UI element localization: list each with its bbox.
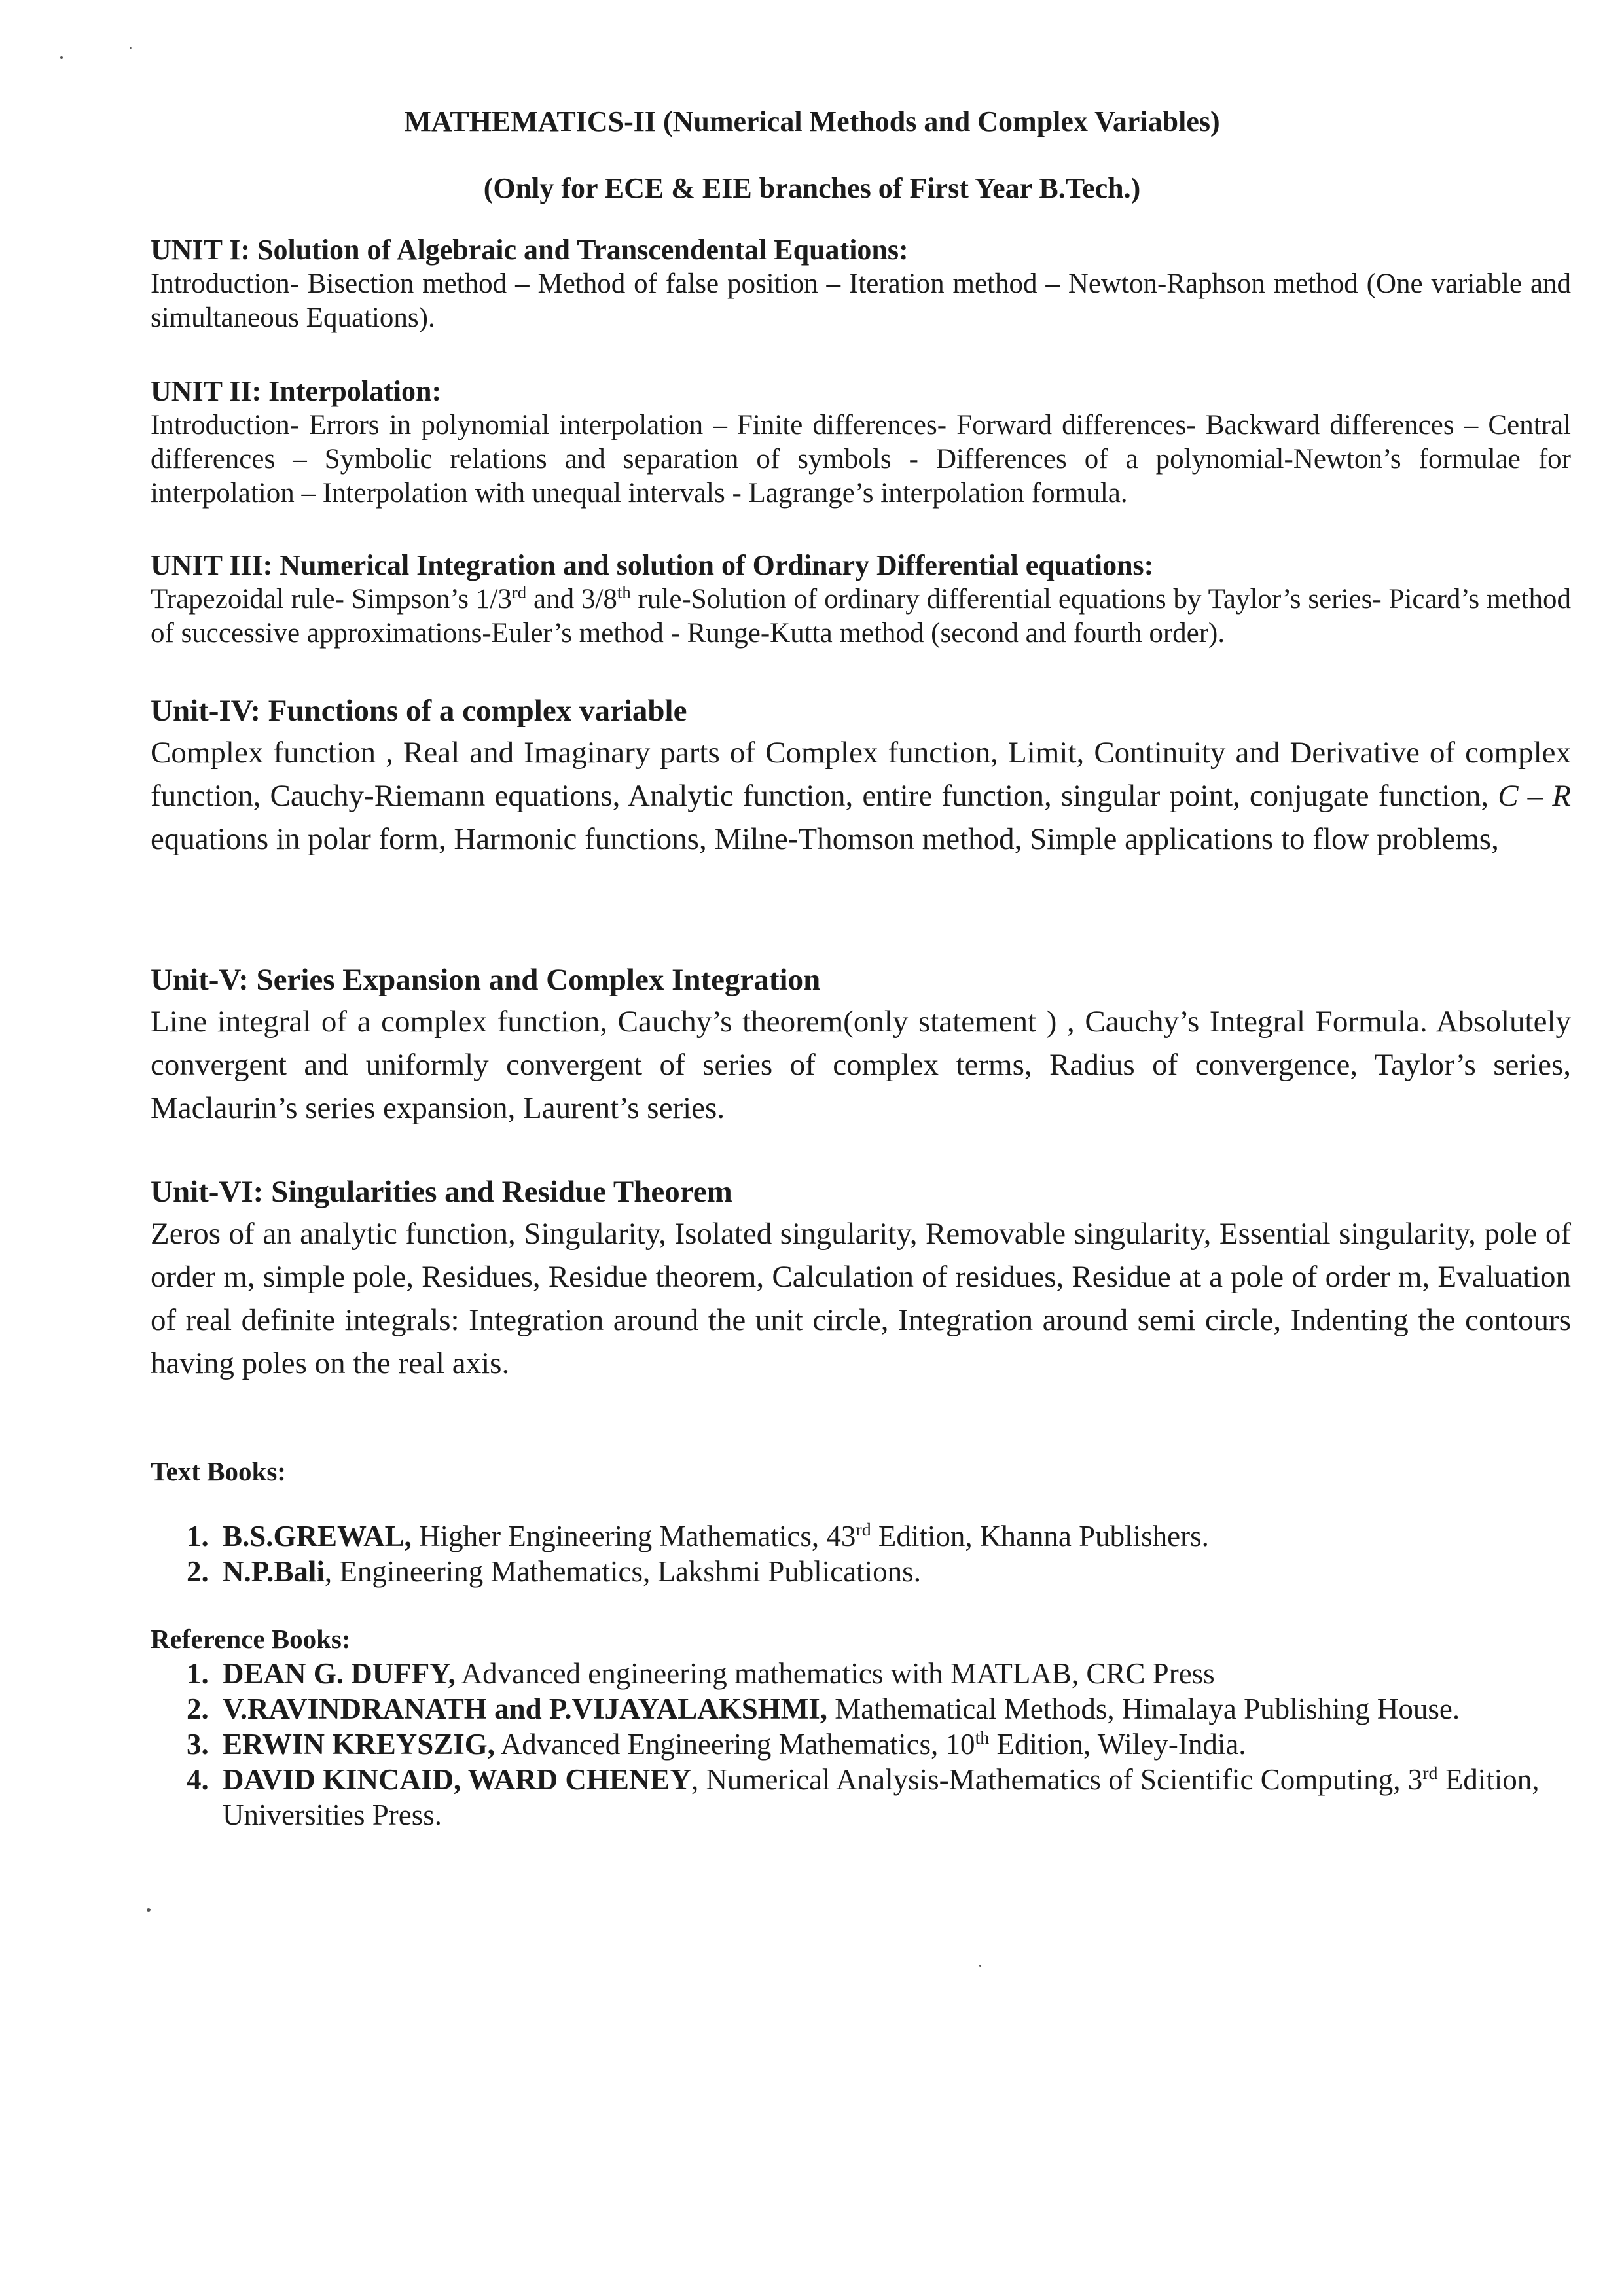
reference-books-section — [151, 1622, 1571, 1833]
unit-2-heading: UNIT II: Interpolation: — [151, 375, 442, 407]
unit-6-section — [151, 1172, 1571, 1385]
unit-1-text: Introduction- Bisection method – Method of false position – Iteration method – Newton-Raphson method (One variable and simultaneous Equations). — [151, 268, 1571, 333]
text-books-section — [151, 1454, 1571, 1589]
unit-5-section — [151, 960, 1571, 1130]
unit-1-section — [151, 233, 1571, 335]
scan-speck — [60, 56, 63, 59]
scan-speck — [979, 1965, 981, 1967]
reference-books-list — [151, 1656, 1571, 1833]
unit-4-section — [151, 691, 1571, 861]
unit-4-heading: Unit-IV: Functions of a complex variable — [151, 694, 687, 728]
list-item: 2. N.P.Bali, Engineering Mathematics, Lakshmi Publications. — [216, 1554, 1571, 1589]
list-item: 1. DEAN G. DUFFY, Advanced engineering mathematics with MATLAB, CRC Press — [216, 1656, 1571, 1691]
unit-5-heading: Unit-V: Series Expansion and Complex Integration — [151, 963, 821, 997]
page-subtitle: (Only for ECE & EIE branches of First Year B.Tech.) — [483, 172, 1141, 204]
unit-2-section — [151, 374, 1571, 511]
list-item: 4. DAVID KINCAID, WARD CHENEY, Numerical Analysis-Mathematics of Scientific Computing, 3rd Edition, Universities Press. — [216, 1762, 1571, 1833]
scan-speck — [147, 1908, 151, 1912]
list-item: 3. ERWIN KREYSZIG, Advanced Engineering Mathematics, 10th Edition, Wiley-India. — [216, 1727, 1571, 1762]
unit-3-heading: UNIT III: Numerical Integration and solution of Ordinary Differential equations: — [151, 549, 1154, 581]
unit-1-heading: UNIT I: Solution of Algebraic and Transcendental Equations: — [151, 234, 909, 266]
page-title: MATHEMATICS-II (Numerical Methods and Complex Variables) — [404, 105, 1220, 137]
text-books-heading: Text Books: — [151, 1456, 286, 1486]
unit-5-text: Line integral of a complex function, Cauchy’s theorem(only statement ) , Cauchy’s Integral Formula. Absolutely convergent and uniformly convergent of series of complex terms, Radius of convergence, Taylor’s series, Maclaurin’s series expansion, Laurent’s series. — [151, 1005, 1571, 1125]
unit-4-text: Complex function , Real and Imaginary parts of Complex function, Limit, Continuity and Derivative of complex function, Cauchy-Riemann equations, Analytic function, entire function, singular point, conjugate function, C – R equations in polar form, Harmonic functions, Milne-Thomson method, Simple applications to flow problems, — [151, 736, 1571, 856]
list-item: 2. V.RAVINDRANATH and P.VIJAYALAKSHMI, Mathematical Methods, Himalaya Publishing House. — [216, 1691, 1571, 1727]
scan-speck — [130, 47, 132, 49]
text-books-list — [151, 1518, 1571, 1589]
list-item: 1. B.S.GREWAL, Higher Engineering Mathematics, 43rd Edition, Khanna Publishers. — [216, 1518, 1571, 1554]
unit-3-section — [151, 548, 1571, 651]
unit-6-text: Zeros of an analytic function, Singularity, Isolated singularity, Removable singularity, Essential singularity, pole of order m, simple pole, Residues, Residue theorem, Calculation of residues, Residue at a pole of order m, Evaluation of real definite integrals: Integration around the unit circle, Integration around semi circle, Indenting the contours having poles on the real axis. — [151, 1217, 1571, 1380]
unit-3-text: Trapezoidal rule- Simpson’s 1/3rd and 3/8th rule-Solution of ordinary differential equations by Taylor’s series- Picard’s method of successive approximations-Euler’s method - Runge-Kutta method (second and fourth order). — [151, 582, 1571, 649]
unit-6-heading: Unit-VI: Singularities and Residue Theorem — [151, 1175, 732, 1209]
reference-books-heading: Reference Books: — [151, 1624, 351, 1654]
cr-math-symbol: C – R — [1498, 779, 1571, 813]
unit-2-text: Introduction- Errors in polynomial interpolation – Finite differences- Forward differences- Backward differences – Central differences – Symbolic relations and separation of symbols - Differences of a polynomial-Newton’s formulae for interpolation – Interpolation with unequal intervals - Lagrange’s interpolation formula. — [151, 410, 1571, 509]
